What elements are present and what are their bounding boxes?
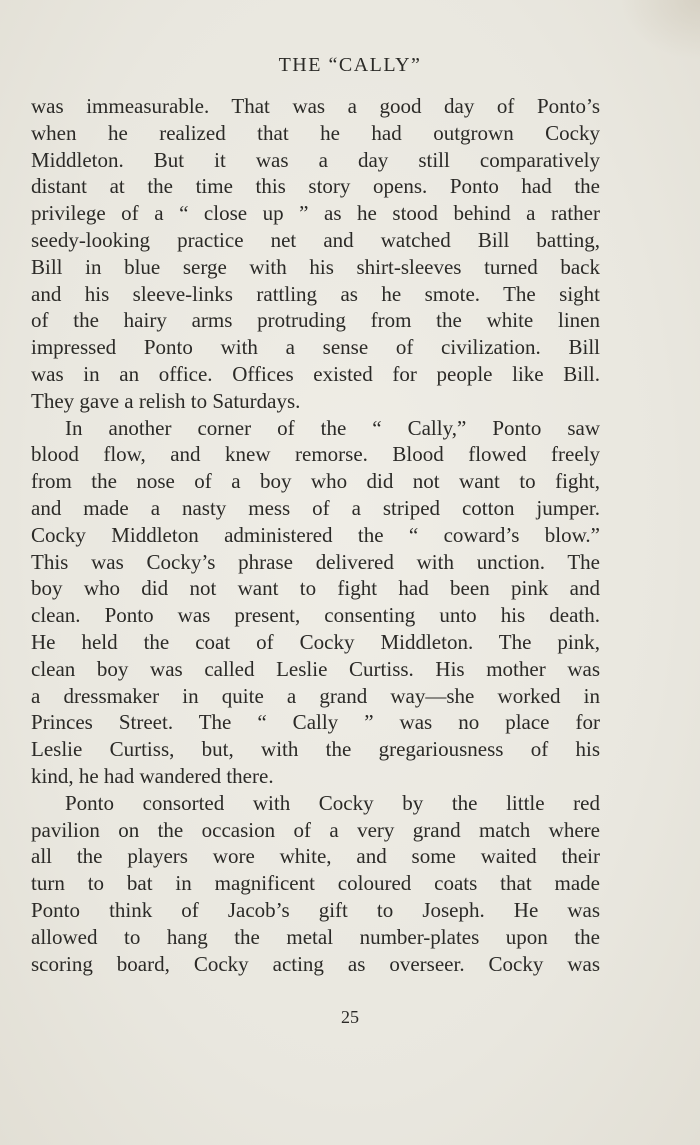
text-line: Bill in blue serge with his shirt-sleeves turned back xyxy=(31,254,600,279)
text-line: This was Cocky’s phrase delivered with unction. The xyxy=(31,549,600,574)
text-line-paragraph-start: Ponto consorted with Cocky by the little red xyxy=(65,790,600,815)
text-line: allowed to hang the metal number-plates upon the xyxy=(31,924,600,949)
text-line: Leslie Curtiss, but, with the gregariousness of his xyxy=(31,737,600,762)
text-line: all the players wore white, and some waited their xyxy=(31,844,600,869)
text-line: impressed Ponto with a sense of civilization. Bill xyxy=(31,335,600,360)
text-line: was immeasurable. That was a good day of Ponto’s xyxy=(31,94,600,118)
text-line: blood flow, and knew remorse. Blood flowed freely xyxy=(31,442,600,467)
text-line: clean. Ponto was present, consenting unto his death. xyxy=(31,603,600,628)
page-number: 25 xyxy=(341,1007,359,1027)
text-line-paragraph-end: kind, he had wandered there. xyxy=(31,763,274,788)
text-line-paragraph-start: In another corner of the “ Cally,” Ponto saw xyxy=(65,415,600,440)
paper-stain xyxy=(620,0,700,60)
running-head: THE “CALLY” xyxy=(278,54,422,76)
text-line: a dressmaker in quite a grand way—she worked in xyxy=(31,683,600,708)
text-line: Middleton. But it was a day still comparatively xyxy=(31,147,600,172)
text-line: boy who did not want to fight had been pink and xyxy=(31,576,600,601)
text-line: pavilion on the occasion of a very grand match where xyxy=(31,817,600,842)
text-line: privilege of a “ close up ” as he stood behind a rather xyxy=(31,201,600,226)
text-line: clean boy was called Leslie Curtiss. His mother was xyxy=(31,656,600,681)
text-line: from the nose of a boy who did not want to fight, xyxy=(31,469,600,494)
text-line: when he realized that he had outgrown Cocky xyxy=(31,120,600,145)
text-line: He held the coat of Cocky Middleton. The pink, xyxy=(31,629,600,654)
text-line: Cocky Middleton administered the “ coward’s blow.” xyxy=(31,522,600,547)
text-line: and made a nasty mess of a striped cotton jumper. xyxy=(31,495,600,520)
text-line: turn to bat in magnificent coloured coats that made xyxy=(31,871,600,896)
text-line: Princes Street. The “ Cally ” was no place for xyxy=(31,710,600,735)
text-line-paragraph-end: They gave a relish to Saturdays. xyxy=(31,388,301,413)
text-line: and his sleeve-links rattling as he smote. The sight xyxy=(31,281,600,306)
text-line: was in an office. Offices existed for people like Bill. xyxy=(31,361,600,386)
text-line: scoring board, Cocky acting as overseer. Cocky was xyxy=(31,951,600,976)
body-text xyxy=(31,93,600,977)
text-line: distant at the time this story opens. Ponto had the xyxy=(31,174,600,199)
text-line: of the hairy arms protruding from the white linen xyxy=(31,308,600,333)
text-line: seedy-looking practice net and watched Bill batting, xyxy=(31,227,600,252)
text-line: Ponto think of Jacob’s gift to Joseph. He was xyxy=(31,897,600,922)
